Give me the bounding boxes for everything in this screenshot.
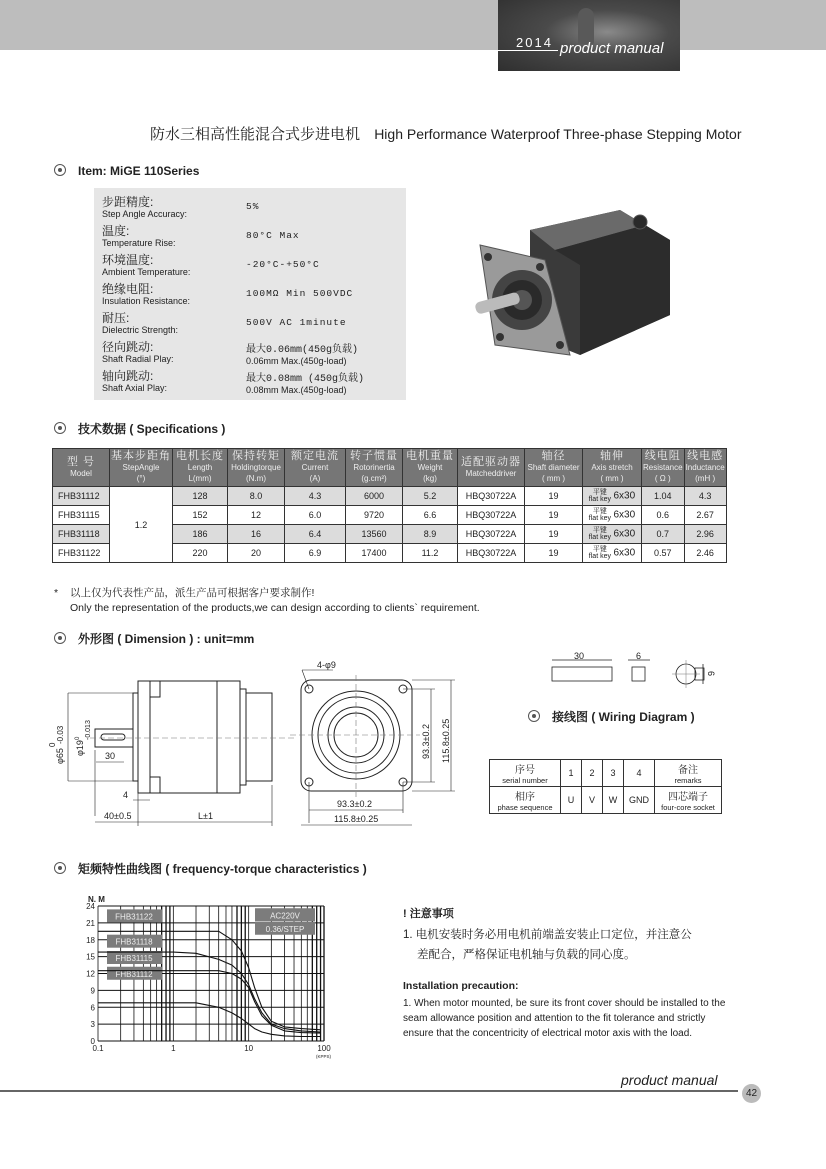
wire-cell: W [603, 787, 624, 814]
param-label-en: Ambient Temperature: [102, 267, 191, 277]
x-tick-label: 10 [244, 1044, 254, 1053]
x-tick-label: 0.1 [92, 1044, 104, 1053]
cell-length: 186 [173, 525, 228, 544]
row-label: 相序 phase sequence [490, 787, 561, 814]
dimension-section-label: 外形图 ( Dimension ) : unit=mm [78, 632, 255, 646]
cell-resistance: 1.04 [642, 487, 685, 506]
page-title-en: High Performance Waterproof Three-phase Stepping Motor [374, 126, 742, 142]
wire-cell: U [561, 787, 582, 814]
col-header-stretch: 轴伸 Axis stretch ( mm ) [583, 449, 642, 487]
dim-pcd-h: 93.3±0.2 [337, 799, 372, 809]
header-banner [498, 0, 680, 71]
wire-cell: GND [624, 787, 655, 814]
remark-cell: 四芯端子 four-core socket [655, 787, 722, 814]
param-value-cn: 最大0.08mm (450g负载) [246, 374, 365, 385]
y-axis-label: N. M [88, 895, 105, 904]
cell-step-angle: 1.2 [110, 487, 173, 563]
cell-torque: 20 [228, 544, 285, 563]
front-view-drawing [290, 655, 480, 830]
param-label-en: Dielectric Strength: [102, 325, 179, 335]
annotation-step: 0.36/STEP [265, 924, 305, 934]
cell-inertia: 9720 [346, 506, 403, 525]
param-label-en: Shaft Radial Play: [102, 354, 174, 364]
cell-torque: 16 [228, 525, 285, 544]
param-value [246, 369, 364, 395]
header-year: 2014 [516, 35, 553, 50]
radio-bullet-icon [54, 164, 66, 176]
spec-section-label: 技术数据 ( Specifications ) [78, 422, 226, 436]
torque-chart [80, 890, 345, 1060]
precaution-text-cn [403, 925, 733, 965]
col-header-weight: 电机重量 Weight (kg) [403, 449, 458, 487]
col-header-resistance: 线电阻 Resistance ( Ω ) [642, 449, 685, 487]
precaution-heading-en: Installation precaution: [403, 980, 519, 992]
cell-weight: 5.2 [403, 487, 458, 506]
param-row [102, 280, 402, 310]
torque-section-heading [54, 860, 367, 877]
col-header-torque: 保持转矩 Holdingtorque (N.m) [228, 449, 285, 487]
cell-resistance: 0.6 [642, 506, 685, 525]
col-header-length: 电机长度 Length L(mm) [173, 449, 228, 487]
dim-size-h: 115.8±0.25 [334, 814, 379, 824]
x-tick-label: 100 [317, 1044, 331, 1053]
param-row [102, 309, 402, 339]
y-tick-label: 0 [90, 1037, 95, 1046]
spec-header-row [53, 449, 727, 487]
y-tick-label: 15 [86, 952, 95, 962]
dim-size-v: 115.8±0.25 [441, 718, 451, 763]
param-label-cn: 绝缘电阻: [102, 282, 154, 296]
param-row [102, 251, 402, 281]
param-value-en: 0.06mm Max.(450g-load) [246, 356, 347, 366]
col-header-inertia: 转子惯量 Rotorinertia (g.cm²) [346, 449, 403, 487]
page-number: 42 [742, 1084, 761, 1103]
cell-inertia: 17400 [346, 544, 403, 563]
cell-length: 128 [173, 487, 228, 506]
page-title [150, 123, 741, 144]
cell-driver: HBQ30722A [458, 506, 525, 525]
header-label: product manual [560, 40, 664, 57]
radio-bullet-icon [54, 632, 66, 644]
y-tick-label: 21 [86, 918, 95, 928]
param-label-en: Shaft Axial Play: [102, 383, 168, 393]
wiring-section-heading [528, 708, 695, 725]
cell-weight: 11.2 [403, 544, 458, 563]
cell-shaft: 19 [525, 544, 583, 563]
cell-model: FHB31118 [53, 525, 110, 544]
product-note [54, 586, 480, 616]
spec-table [52, 448, 727, 563]
precaution-line: 1. 电机安装时务必用电机前端盖安装止口定位，并注意公 [403, 929, 692, 941]
footer-label: product manual [621, 1072, 718, 1088]
flat-key-drawing [540, 650, 730, 695]
y-tick-label: 24 [86, 902, 95, 911]
param-label-cn: 轴向跳动: [102, 369, 154, 383]
cell-resistance: 0.7 [642, 525, 685, 544]
banner-rule [498, 50, 558, 51]
dim-d19-tol0: 0 [75, 736, 81, 740]
cell-current: 4.3 [285, 487, 346, 506]
annotation-voltage: AC220V [270, 911, 300, 921]
cell-current: 6.4 [285, 525, 346, 544]
precaution-heading-cn: ! 注意事项 [403, 908, 454, 920]
wiring-table [489, 759, 722, 814]
y-tick-label: 3 [90, 1020, 95, 1030]
note-star: * [54, 587, 59, 599]
param-label-cn: 温度: [102, 224, 130, 238]
precaution-text-en: 1. When motor mounted, be sure its front cover should be installed to the seam allowance position and attention to the fit tolerance and strictly ensure that the concentricity of electrical motor axis with the load. [403, 998, 726, 1039]
wire-cell: 1 [561, 760, 582, 787]
dim-key-length: 30 [105, 751, 116, 761]
dim-pcd-v: 93.3±0.2 [421, 724, 431, 759]
dim-flange: 4 [123, 790, 129, 800]
legend-fhb31122-label: FHB31122 [115, 912, 153, 922]
precaution-line: 差配合，严格保证电机轴与负载的同心度。 [417, 949, 636, 961]
param-value: 100MΩ Min 500VDC [246, 288, 354, 299]
param-value: 500V AC 1minute [246, 317, 347, 328]
parameters-panel [94, 188, 406, 400]
param-label-cn: 径向跳动: [102, 340, 154, 354]
param-label-en: Step Angle Accuracy: [102, 209, 188, 219]
cell-torque: 8.0 [228, 487, 285, 506]
col-header-step-angle: 基本步距角 StepAngle (°) [110, 449, 173, 487]
y-tick-label: 18 [86, 935, 95, 945]
param-row [102, 338, 402, 368]
note-cn: 以上仅为代表性产品，派生产品可根据客户要求制作! [70, 587, 315, 599]
page-title-cn: 防水三相高性能混合式步进电机 [150, 126, 361, 143]
note-en: Only the representation of the products,we can design according to clients` requirement. [70, 602, 480, 614]
col-header-driver: 适配驱动器 Matcheddriver [458, 449, 525, 487]
cell-model: FHB31115 [53, 506, 110, 525]
dim-motor-length: L±1 [198, 811, 213, 821]
cell-torque: 12 [228, 506, 285, 525]
cell-weight: 8.9 [403, 525, 458, 544]
param-value: -20°C-+50°C [246, 259, 320, 270]
col-header-current: 额定电流 Current (A) [285, 449, 346, 487]
row-label: 序号 serial number [490, 760, 561, 787]
radio-bullet-icon [54, 862, 66, 874]
param-row [102, 222, 402, 252]
cell-stretch: 平键 flat key 6x30 [583, 487, 642, 506]
side-view-drawing [50, 660, 300, 830]
cell-stretch: 平键 flat key 6x30 [583, 544, 642, 563]
cell-inertia: 13560 [346, 525, 403, 544]
dim-shaft-length: 40±0.5 [104, 811, 132, 821]
param-label-en: Temperature Rise: [102, 238, 176, 248]
remark-cell: 备注 remarks [655, 760, 722, 787]
param-value-cn: 最大0.06mm(450g负载) [246, 345, 359, 356]
y-tick-label: 9 [90, 986, 95, 996]
key-height: 6 [706, 671, 716, 677]
cell-model: FHB31112 [53, 487, 110, 506]
cell-inductance: 2.67 [684, 506, 726, 525]
param-value-en: 0.08mm Max.(450g-load) [246, 385, 347, 395]
radio-bullet-icon [54, 422, 66, 434]
dimension-section-heading [54, 630, 254, 647]
banner-rocket-graphic [578, 8, 594, 44]
torque-section-label: 矩频特性曲线图 ( frequency-torque characteristics ) [78, 862, 367, 876]
cell-weight: 6.6 [403, 506, 458, 525]
y-tick-label: 6 [90, 1003, 95, 1013]
item-section-heading [54, 164, 199, 178]
spec-section-heading [54, 420, 225, 437]
wire-cell: 2 [582, 760, 603, 787]
cell-inductance: 4.3 [684, 487, 726, 506]
wiring-row-serial [490, 760, 722, 787]
param-value: 80°C Max [246, 230, 300, 241]
cell-stretch: 平键 flat key 6x30 [583, 525, 642, 544]
cell-length: 152 [173, 506, 228, 525]
cell-shaft: 19 [525, 525, 583, 544]
param-label-cn: 步距精度: [102, 195, 154, 209]
key-width: 6 [636, 651, 642, 661]
param-row [102, 193, 402, 223]
table-row [53, 487, 727, 506]
legend-fhb31118-label: FHB31118 [115, 937, 153, 947]
col-header-inductance: 线电感 Inductance (mH ) [684, 449, 726, 487]
y-tick-label: 12 [86, 969, 95, 979]
item-section-label: Item: MiGE 110Series [78, 164, 200, 178]
cell-inertia: 6000 [346, 487, 403, 506]
cell-shaft: 19 [525, 487, 583, 506]
x-tick-label: 1 [171, 1044, 176, 1053]
dim-d65-tol: -0.03 [56, 725, 65, 744]
precaution-block [403, 905, 733, 1041]
cell-stretch: 平键 flat key 6x30 [583, 506, 642, 525]
legend-fhb31115-label: FHB31115 [115, 954, 153, 963]
param-label-en: Insulation Resistance: [102, 296, 191, 306]
col-header-model: 型 号 Model [53, 449, 110, 487]
cell-driver: HBQ30722A [458, 487, 525, 506]
wiring-row-phase [490, 787, 722, 814]
legend-fhb31112-label: FHB31112 [115, 969, 153, 979]
cell-resistance: 0.57 [642, 544, 685, 563]
dim-d19: φ19 [75, 740, 85, 756]
cell-current: 6.9 [285, 544, 346, 563]
cell-current: 6.0 [285, 506, 346, 525]
cell-model: FHB31122 [53, 544, 110, 563]
param-value: 5% [246, 201, 260, 212]
cell-shaft: 19 [525, 506, 583, 525]
wire-cell: V [582, 787, 603, 814]
param-label-cn: 环境温度: [102, 253, 154, 267]
wire-cell: 4 [624, 760, 655, 787]
header-bar [0, 0, 826, 50]
cell-driver: HBQ30722A [458, 544, 525, 563]
cell-inductance: 2.46 [684, 544, 726, 563]
footer-rule [0, 1090, 738, 1092]
cell-inductance: 2.96 [684, 525, 726, 544]
col-header-shaft: 轴径 Shaft diameter ( mm ) [525, 449, 583, 487]
param-label-cn: 耐压: [102, 311, 130, 325]
radio-bullet-icon [528, 710, 540, 722]
dim-d65: φ65 [55, 748, 65, 764]
x-axis-label: (KPPS) [316, 1054, 332, 1059]
motor-photo [470, 205, 670, 365]
cell-driver: HBQ30722A [458, 525, 525, 544]
cell-length: 220 [173, 544, 228, 563]
param-value [246, 340, 358, 366]
wiring-section-label: 接线图 ( Wiring Diagram ) [552, 710, 695, 724]
dim-holes: 4-φ9 [317, 660, 336, 670]
wire-cell: 3 [603, 760, 624, 787]
param-row [102, 367, 402, 397]
key-length: 30 [574, 651, 585, 661]
dim-d19-tol: -0.013 [85, 720, 92, 740]
dim-d65-tol0: 0 [48, 742, 57, 747]
